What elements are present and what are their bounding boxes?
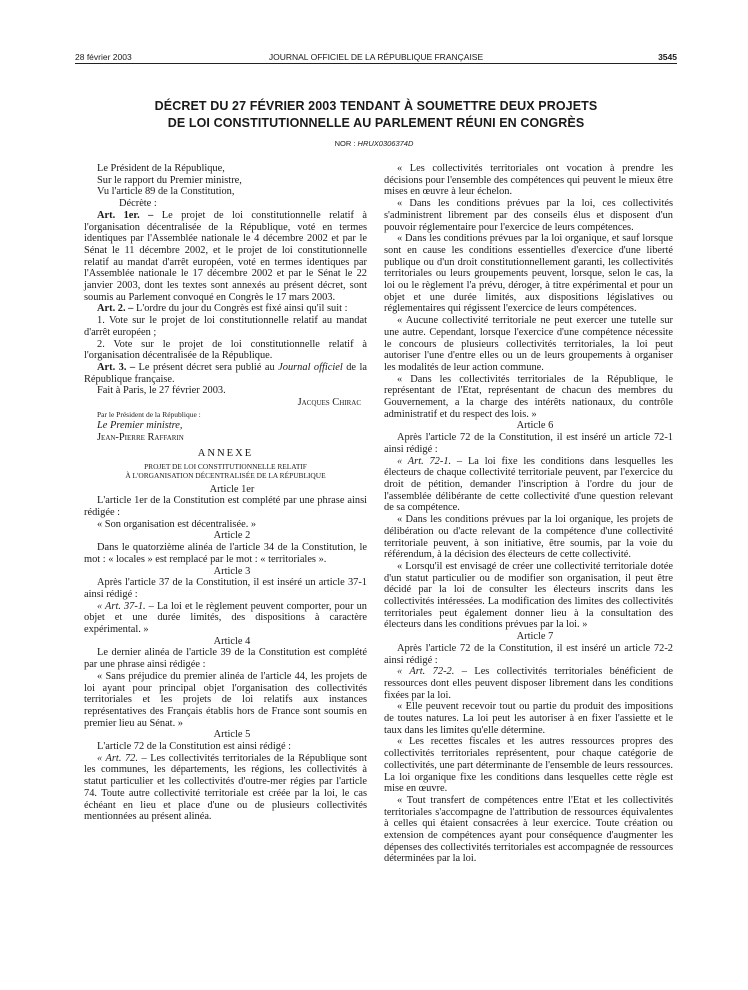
nor-reference bbox=[0, 139, 748, 148]
article-3-text-end: de la République française. bbox=[84, 361, 367, 385]
paragraph: Dans le quatorzième alinéa de l'article 34 de la Constitution, le mot : « locales » est remplacé par le mot : « territoriales ». bbox=[84, 542, 367, 565]
intro-line: Sur le rapport du Premier ministre, bbox=[97, 174, 242, 186]
article-heading: Article 2 bbox=[213, 530, 251, 542]
article-heading: Article 1er bbox=[209, 483, 255, 495]
paragraph: « Les collectivités territoriales ont vocation à prendre les décisions pour l'ensemble des compétences qui peuvent le mieux être mises en œuvre à leur échelon. bbox=[384, 163, 673, 198]
title-line-1: DÉCRET DU 27 FÉVRIER 2003 TENDANT À SOUMETTRE DEUX PROJETS bbox=[154, 99, 598, 113]
projet-heading bbox=[84, 462, 367, 480]
quote-label: « Art. 72-1. – bbox=[397, 455, 463, 467]
paragraph: « Dans les conditions prévues par la loi, ces collectivités s'administrent librement par des conseils élus et disposent d'un pouvoir réglementaire pour l'exercice de leurs compétences. bbox=[384, 198, 673, 233]
article-2-item: 1. Vote sur le projet de loi constitutionnelle relatif au mandat d'arrêt européen ; bbox=[84, 315, 367, 338]
paragraph: Après l'article 37 de la Constitution, il est inséré un article 37-1 ainsi rédigé : bbox=[84, 577, 367, 600]
par-le-president: Par le Président de la République : bbox=[97, 409, 201, 419]
quote-text: La loi fixe les conditions dans lesquelles les électeurs de chaque collectivité territoriale peuvent, par l'exercice du droit de pétition, demander l'inscription à l'ordre du jour de l'assemblée délibérante de cette collectivité d'une question relevant de sa compétence. bbox=[384, 455, 674, 514]
quote-label: « Art. 37-1. – bbox=[97, 600, 154, 612]
article-3-label: Art. 3. – bbox=[97, 361, 136, 373]
decrete-line: Décrète : bbox=[119, 198, 157, 210]
paragraph bbox=[384, 666, 673, 701]
page-number: 3545 bbox=[658, 52, 677, 62]
projet-heading-line: PROJET DE LOI CONSTITUTIONNELLE RELATIF bbox=[144, 461, 307, 471]
article-heading: Article 3 bbox=[213, 565, 251, 577]
nor-code: HRUX0306374D bbox=[357, 139, 414, 148]
quote-text: Les collectivités territoriales de la République sont les communes, les départements, les régions, les collectivités à statut particulier et les collectivités d'outre-mer régies par l'article 74. Toute autre collectivité territoriale est créée par la loi, le cas échéant en lieu et place d'une ou de plusieurs collectivités mentionnées au présent alinéa. bbox=[84, 752, 367, 823]
paragraph: L'article 1er de la Constitution est complété par une phrase ainsi rédigée : bbox=[84, 495, 367, 518]
article-3 bbox=[84, 362, 367, 385]
signature-place-date: Fait à Paris, le 27 février 2003. bbox=[97, 385, 226, 397]
premier-ministre-name: Jean-Pierre Raffarin bbox=[97, 432, 184, 444]
article-1 bbox=[84, 210, 367, 304]
paragraph: Le dernier alinéa de l'article 39 de la Constitution est complété par une phrase ainsi rédigée : bbox=[84, 647, 367, 671]
annexe-heading: ANNEXE bbox=[197, 447, 254, 459]
article-heading: Article 4 bbox=[213, 635, 251, 647]
paragraph bbox=[384, 456, 673, 515]
left-column bbox=[84, 163, 367, 823]
paragraph: « Elle peuvent recevoir tout ou partie du produit des impositions de toutes natures. La loi peut les autoriser à en fixer l'assiette et le taux dans les limites qu'elle détermine. bbox=[384, 701, 673, 736]
paragraph: « Dans les collectivités territoriales de la République, le représentant de l'Etat, représentant de chacun des membres du Gouvernement, a la charge des intérêts nationaux, du contrôle administratif et du respect des lois. » bbox=[384, 373, 673, 420]
quote-label: « Art. 72-2. – bbox=[397, 666, 467, 678]
article-heading: Article 7 bbox=[516, 631, 554, 643]
quote-text: La loi et le règlement peuvent comporter, pour un objet et une durée limités, des dispositions à caractère expérimental. » bbox=[84, 600, 367, 636]
decree-title bbox=[75, 98, 677, 132]
article-heading: Article 5 bbox=[213, 729, 251, 741]
paragraph: « Les recettes fiscales et les autres ressources propres des collectivités territoriales représentent, pour chaque catégorie de collectivités, une part déterminante de l'ensemble de leurs ressources. La loi organique fixe les conditions dans lesquelles cette règle est mise en œuvre. bbox=[384, 736, 673, 795]
article-2 bbox=[84, 303, 367, 315]
article-2-item: 2. Vote sur le projet de loi constitutionnelle relatif à l'organisation décentralisée de la République. bbox=[84, 338, 367, 362]
header-divider bbox=[75, 63, 677, 64]
intro-line: Vu l'article 89 de la Constitution, bbox=[97, 186, 235, 198]
article-2-label: Art. 2. – bbox=[97, 303, 134, 315]
title-line-2: DE LOI CONSTITUTIONNELLE AU PARLEMENT RÉUNI EN CONGRÈS bbox=[167, 116, 585, 130]
nor-label: NOR : bbox=[334, 139, 356, 148]
article-2-text: L'ordre du jour du Congrès est fixé ainsi qu'il suit : bbox=[135, 303, 348, 315]
intro-line: Le Président de la République, bbox=[97, 163, 225, 174]
paragraph: « Aucune collectivité territoriale ne peut exercer une tutelle sur une autre. Cependant, lorsque l'exercice d'une compétence nécessite le concours de plusieurs collectivités territoriales, la loi peut autoriser l'une d'entre elles ou un de leurs groupements à organiser les modalités de leur action commune. bbox=[384, 315, 673, 373]
paragraph: « Dans les conditions prévues par la loi organique, et sauf lorsque sont en cause les conditions essentielles d'exercice d'une liberté publique ou d'un droit constitutionnellement garanti, les collectivités territoriales ou leurs groupements peuvent, lorsque, selon le cas, la loi ou le règlement l'a prévu, déroger, à titre expérimental et pour un objet et une durée limités, aux dispositions législatives ou réglementaires qui régissent l'exercice de leurs compétences. bbox=[384, 233, 673, 315]
projet-heading-line: À L'ORGANISATION DÉCENTRALISÉE DE LA RÉPUBLIQUE bbox=[125, 470, 326, 480]
paragraph: L'article 72 de la Constitution est ainsi rédigé : bbox=[97, 741, 292, 753]
paragraph: « Dans les conditions prévues par la loi organique, les projets de délibération ou d'acte relevant de la compétence d'une collectivité territoriale peuvent, à son initiative, être soumis, par la voie du référendum, à la décision des électeurs de cette collectivité. bbox=[384, 514, 673, 561]
issue-date: 28 février 2003 bbox=[75, 52, 132, 62]
article-heading: Article 6 bbox=[516, 420, 554, 432]
paragraph: « Lorsqu'il est envisagé de créer une collectivité territoriale dotée d'un statut particulier ou de modifier son organisation, il peut être décidé par la loi de consulter les électeurs inscrits dans les collectivités intéressées. La modification des limites des collectivités territoriales peut également donner lieu à la consultation des électeurs dans les conditions prévues par la loi. » bbox=[384, 560, 673, 631]
paragraph bbox=[84, 753, 367, 823]
right-column bbox=[384, 163, 673, 865]
quote-text: Les collectivités territoriales bénéficient de ressources dont elles peuvent disposer librement dans les conditions fixées par la loi. bbox=[384, 666, 674, 701]
president-signature: Jacques Chirac bbox=[297, 397, 361, 409]
journal-title: JOURNAL OFFICIEL DE LA RÉPUBLIQUE FRANÇAISE bbox=[268, 52, 484, 62]
article-1-text: Le projet de loi constitutionnelle relatif à l'organisation décentralisée de la République, voté en termes identiques par l'Assemblée nationale le 4 décembre 2002 et par le Sénat le 11 décembre 2002, et le projet de loi constitutionnelle relatif au mandat d'arrêt européen, voté en termes identiques par l'Assemblée nationale le 17 décembre 2002 et par le Sénat le 22 janvier 2003, dont les textes sont annexés au présent décret, sont soumis au Parlement convoqué en Congrès le 17 mars 2003. bbox=[84, 209, 367, 303]
premier-ministre-title: Le Premier ministre, bbox=[97, 420, 183, 432]
paragraph: « Tout transfert de compétences entre l'Etat et les collectivités territoriales s'accompagne de l'attribution de ressources équivalentes à celles qui étaient consacrées à leur exercice. Toute création ou extension de compétences ayant pour conséquence d'augmenter les dépenses des collectivités territoriales est accompagnée de ressources déterminées par la loi. bbox=[384, 794, 673, 865]
quote-label: « Art. 72. – bbox=[97, 752, 147, 764]
paragraph: « Son organisation est décentralisée. » bbox=[97, 518, 257, 530]
paragraph bbox=[84, 601, 367, 636]
paragraph: Après l'article 72 de la Constitution, il est inséré un article 72-1 ainsi rédigé : bbox=[384, 432, 673, 455]
article-1-label: Art. 1er. – bbox=[97, 209, 154, 221]
article-3-text: Le présent décret sera publié au bbox=[138, 361, 279, 373]
paragraph: Après l'article 72 de la Constitution, il est inséré un article 72-2 ainsi rédigé : bbox=[384, 642, 673, 666]
paragraph: « Sans préjudice du premier alinéa de l'article 44, les projets de loi ayant pour principal objet l'organisation des collectivités territoriales et les projets de loi relatifs aux instances représentatives des Français établis hors de France sont soumis en premier lieu au Sénat. » bbox=[84, 670, 367, 729]
journal-officiel-ref: Journal officiel bbox=[278, 361, 343, 373]
